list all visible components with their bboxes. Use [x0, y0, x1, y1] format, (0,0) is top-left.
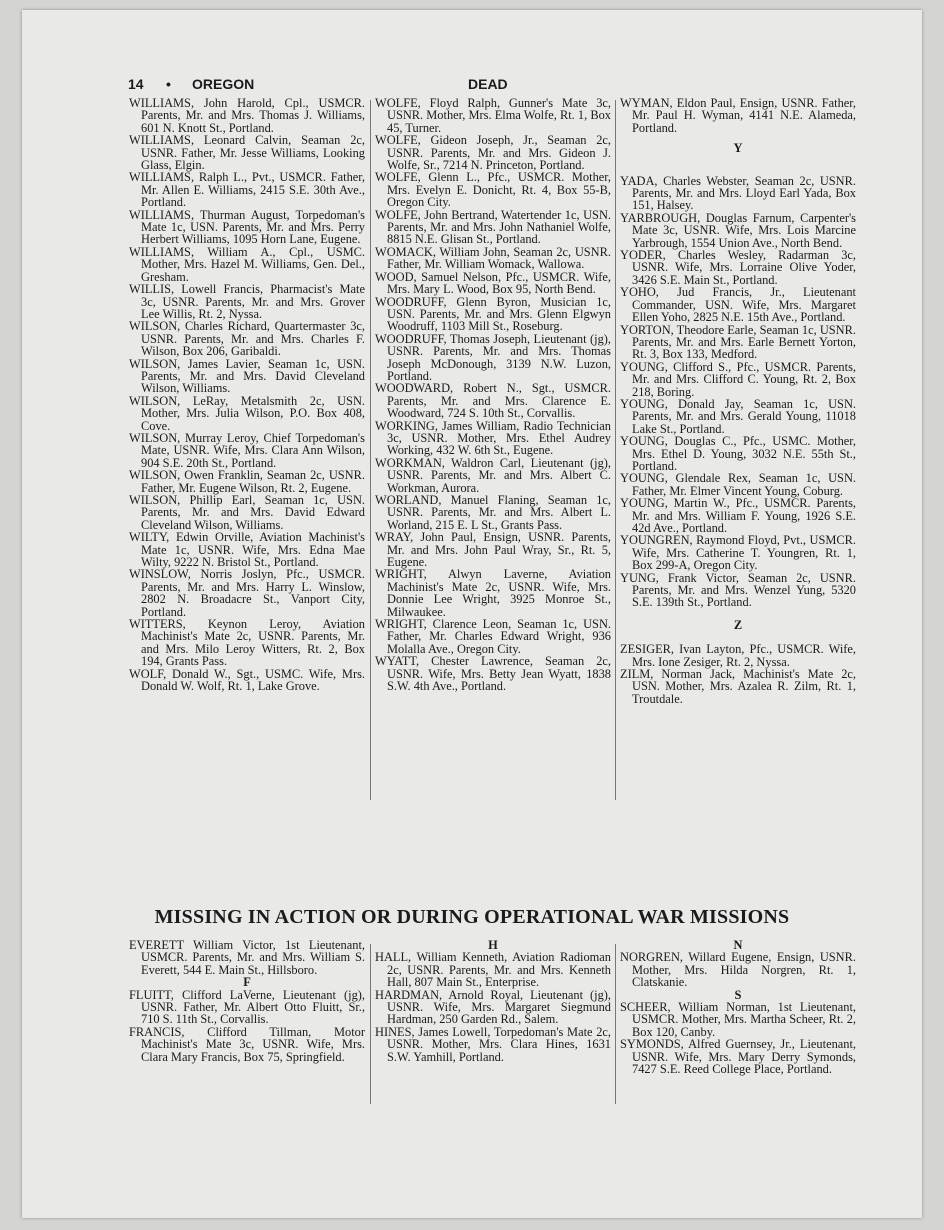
list-item: WOLFE, John Bertrand, Watertender 1c, USN. Parents, Mr. and Mrs. John Nathaniel Wolfe, 8815 N.E. Glisan St., Portland.	[375, 207, 611, 247]
list-item: WOLFE, Glenn L., Pfc., USMCR. Mother, Mrs. Evelyn E. Donicht, Rt. 4, Box 55-B, Oregon City.	[375, 170, 611, 210]
list-item: WRIGHT, Clarence Leon, Seaman 1c, USN. Father, Mr. Charles Edward Wright, 936 Molalla Ave., Oregon City.	[375, 617, 611, 656]
list-item: NORGREN, Willard Eugene, Ensign, USNR. Mother, Mrs. Hilda Norgren, Rt. 1, Clatskanie.	[620, 950, 856, 990]
list-item: WILSON, Charles Richard, Quartermaster 3c, USNR. Parents, Mr. and Mrs. Charles F. Wilson, Box 206, Garibaldi.	[129, 319, 365, 359]
page-number: 14	[128, 76, 144, 92]
list-item: YORTON, Theodore Earle, Seaman 1c, USNR. Parents, Mr. and Mrs. Earle Bernett Yorton, Rt. 3, Box 133, Medford.	[620, 322, 856, 362]
dead-column-1	[129, 97, 365, 693]
section-title: DEAD	[468, 76, 508, 92]
list-item: WOMACK, William John, Seaman 2c, USNR. Father, Mr. William Womack, Wallowa.	[375, 244, 611, 272]
dead-column-2	[375, 97, 611, 693]
list-item: WORKMAN, Waldron Carl, Lieutenant (jg), USNR. Parents, Mr. and Mrs. Albert C. Workman, Aurora.	[375, 455, 611, 495]
list-item: WOLFE, Gideon Joseph, Jr., Seaman 2c, USNR. Parents, Mr. and Mrs. Gideon J. Wolfe, Sr., 7214 N. Princeton, Portland.	[375, 133, 611, 173]
list-item: YOUNG, Glendale Rex, Seaman 1c, USN. Father, Mr. Elmer Vincent Young, Coburg.	[620, 471, 856, 498]
list-item: WITTERS, Keynon Leroy, Aviation Machinist's Mate 2c, USNR. Parents, Mr. and Mrs. Milo Leroy Witters, Rt. 2, Box 194, Grants Pass.	[129, 617, 365, 669]
list-item: ZESIGER, Ivan Layton, Pfc., USMCR. Wife, Mrs. Ione Zesiger, Rt. 2, Nyssa.	[620, 642, 856, 669]
list-item: HALL, William Kenneth, Aviation Radioman 2c, USNR. Parents, Mr. and Mrs. Kenneth Hall, 807 Main St., Enterprise.	[375, 950, 611, 990]
list-item: YOUNG, Douglas C., Pfc., USMC. Mother, Mrs. Ethel D. Young, 3032 N.E. 55th St., Portland.	[620, 434, 856, 473]
letter-heading-h: H	[488, 938, 498, 952]
list-item: YOUNG, Martin W., Pfc., USMCR. Parents, Mr. and Mrs. William F. Young, 1926 S.E. 42d Ave., Portland.	[620, 496, 856, 535]
list-item: FRANCIS, Clifford Tillman, Motor Machinist's Mate 3c, USNR. Wife, Mrs. Clara Mary Francis, Box 75, Springfield.	[129, 1024, 365, 1064]
list-item: YOHO, Jud Francis, Jr., Lieutenant Commander, USN. Wife, Mrs. Margaret Ellen Yoho, 2825 N.E. 15th Ave., Portland.	[620, 285, 856, 325]
list-item: YARBROUGH, Douglas Farnum, Carpenter's Mate 3c, USNR. Wife, Mrs. Lois Marcine Yarbrough, 1554 Union Ave., North Bend.	[620, 210, 856, 250]
list-item: WORLAND, Manuel Flaning, Seaman 1c, USNR. Parents, Mr. and Mrs. Albert L. Worland, 215 E. L St., Grants Pass.	[375, 493, 611, 532]
state-name: OREGON	[192, 76, 255, 92]
column-divider	[370, 100, 371, 800]
list-item: WOODRUFF, Thomas Joseph, Lieutenant (jg), USNR. Parents, Mr. and Mrs. Thomas Joseph McDonough, 3139 N.W. Luzon, Portland.	[375, 331, 611, 383]
list-item: WOOD, Samuel Nelson, Pfc., USMCR. Wife, Mrs. Mary L. Wood, Box 95, North Bend.	[375, 269, 611, 297]
list-item: WORKING, James William, Radio Technician 3c, USNR. Mother, Mrs. Ethel Audrey Working, 432 W. 6th St., Eugene.	[375, 418, 611, 458]
list-item: YOUNGREN, Raymond Floyd, Pvt., USMCR. Wife, Mrs. Catherine T. Youngren, Rt. 1, Box 299-A, Oregon City.	[620, 533, 856, 573]
list-item: WOODRUFF, Glenn Byron, Musician 1c, USN. Parents, Mr. and Mrs. Glenn Elgwyn Woodruff, 1103 Mill St., Roseburg.	[375, 294, 611, 334]
list-item: SCHEER, William Norman, 1st Lieutenant, USMCR. Mother, Mrs. Martha Scheer, Rt. 2, Box 120, Canby.	[620, 1000, 856, 1039]
list-item: WINSLOW, Norris Joslyn, Pfc., USMCR. Parents, Mr. and Mrs. Harry L. Winslow, 2802 N. Broadacre St., Vanport City, Portland.	[129, 567, 365, 619]
list-item: SYMONDS, Alfred Guernsey, Jr., Lieutenant, USNR. Wife, Mrs. Mary Derry Symonds, 7427 S.E. Reed College Place, Portland.	[620, 1037, 856, 1077]
list-item: WYMAN, Eldon Paul, Ensign, USNR. Father, Mr. Paul H. Wyman, 4141 N.E. Alameda, Portland.	[620, 96, 856, 135]
list-item: WILSON, Murray Leroy, Chief Torpedoman's Mate, USNR. Wife, Mrs. Clara Ann Wilson, 904 S.E. 20th St., Portland.	[129, 430, 365, 470]
list-item: WILLIAMS, William A., Cpl., USMC. Mother, Mrs. Hazel M. Williams, Gen. Del., Gresham.	[129, 244, 365, 284]
list-item: WILLIAMS, Leonard Calvin, Seaman 2c, USNR. Father, Mr. Jesse Williams, Looking Glass, Elgin.	[129, 133, 365, 173]
missing-column-3	[620, 939, 856, 1075]
missing-column-1	[129, 939, 365, 1063]
list-item: WYATT, Chester Lawrence, Seaman 2c, USNR. Wife, Mrs. Betty Jean Wyatt, 1838 S.W. 4th Ave., Portland.	[375, 654, 611, 694]
list-item: FLUITT, Clifford LaVerne, Lieutenant (jg), USNR. Father, Mr. Albert Otto Fluitt, Sr., 710 S. 11th St., Corvallis.	[129, 987, 365, 1027]
list-item: WOLFE, Floyd Ralph, Gunner's Mate 3c, USNR. Mother, Mrs. Elma Wolfe, Rt. 1, Box 45, Turner.	[375, 96, 611, 135]
list-item: WILLIAMS, Ralph L., Pvt., USMCR. Father, Mr. Allen E. Williams, 2415 S.E. 30th Ave., Portland.	[129, 170, 365, 210]
list-item: YUNG, Frank Victor, Seaman 2c, USNR. Parents, Mr. and Mrs. Wenzel Yung, 5320 S.E. 139th St., Portland.	[620, 570, 856, 610]
letter-heading-n: N	[733, 938, 743, 952]
list-item: WRAY, John Paul, Ensign, USNR. Parents, Mr. and Mrs. John Paul Wray, Sr., Rt. 5, Eugene.	[375, 530, 611, 570]
column-divider	[615, 100, 616, 800]
list-item: WILSON, Owen Franklin, Seaman 2c, USNR. Father, Mr. Eugene Wilson, Rt. 2, Eugene.	[129, 468, 365, 495]
list-item: HARDMAN, Arnold Royal, Lieutenant (jg), USNR. Wife, Mrs. Margaret Siegmund Hardman, 250 Garden Rd., Salem.	[375, 987, 611, 1027]
list-item: WILTY, Edwin Orville, Aviation Machinist's Mate 1c, USNR. Wife, Mrs. Edna Mae Wilty, 9222 N. Bristol St., Portland.	[129, 530, 365, 570]
list-item: WILLIAMS, John Harold, Cpl., USMCR. Parents, Mr. and Mrs. Thomas J. Williams, 601 N. Knott St., Portland.	[129, 96, 365, 135]
list-item: YOUNG, Clifford S., Pfc., USMCR. Parents, Mr. and Mrs. Clifford C. Young, Rt. 2, Box 218, Boring.	[620, 359, 856, 399]
missing-section-title: MISSING IN ACTION OR DURING OPERATIONAL WAR MISSIONS	[154, 906, 790, 928]
header-bullet: •	[166, 76, 171, 92]
list-item: WRIGHT, Alwyn Laverne, Aviation Machinist's Mate 2c, USNR. Wife, Mrs. Donnie Lee Wright, 3925 Monroe St., Milwaukee.	[375, 567, 611, 619]
list-item: WOODWARD, Robert N., Sgt., USMCR. Parents, Mr. and Mrs. Clarence E. Woodward, 724 S. 10th St., Corvallis.	[375, 381, 611, 421]
list-item: EVERETT William Victor, 1st Lieutenant, USMCR. Parents, Mr. and Mrs. William S. Everett, 544 E. Main St., Hillsboro.	[129, 938, 365, 977]
list-item: WILLIAMS, Thurman August, Torpedoman's Mate 1c, USN. Parents, Mr. and Mrs. Perry Herbert Williams, 1095 Horn Lane, Eugene.	[129, 207, 365, 247]
dead-column-3	[620, 97, 856, 705]
list-item: HINES, James Lowell, Torpedoman's Mate 2c, USNR. Mother, Mrs. Clara Hines, 1631 S.W. Yamhill, Portland.	[375, 1024, 611, 1064]
document-page	[22, 10, 922, 1218]
letter-heading-s: S	[734, 987, 742, 1002]
list-item: YOUNG, Donald Jay, Seaman 1c, USN. Parents, Mr. and Mrs. Gerald Young, 11018 Lake St., Portland.	[620, 396, 856, 436]
list-item: WILSON, James Lavier, Seaman 1c, USN. Parents, Mr. and Mrs. David Cleveland Wilson, Williams.	[129, 356, 365, 396]
list-item: ZILM, Norman Jack, Machinist's Mate 2c, USN. Mother, Mrs. Azalea R. Zilm, Rt. 1, Troutdale.	[620, 667, 856, 706]
letter-heading-z: Z	[733, 617, 743, 632]
column-divider	[370, 944, 371, 1104]
list-item: WOLF, Donald W., Sgt., USMC. Wife, Mrs. Donald W. Wolf, Rt. 1, Lake Grove.	[129, 666, 365, 694]
list-item: YODER, Charles Wesley, Radarman 3c, USNR. Wife, Mrs. Lorraine Olive Yoder, 3426 S.E. Main St., Portland.	[620, 248, 856, 287]
list-item: WILSON, Phillip Earl, Seaman 1c, USN. Parents, Mr. and Mrs. David Edward Cleveland Wilson, Williams.	[129, 493, 365, 532]
letter-heading-y: Y	[733, 141, 743, 156]
list-item: YADA, Charles Webster, Seaman 2c, USNR. Parents, Mr. and Mrs. Lloyd Earl Yada, Box 151, Halsey.	[620, 173, 856, 213]
missing-column-2	[375, 939, 611, 1063]
list-item: WILLIS, Lowell Francis, Pharmacist's Mate 3c, USNR. Parents, Mr. and Mrs. Grover Lee Willis, Rt. 2, Nyssa.	[129, 282, 365, 321]
letter-heading-f: F	[243, 975, 251, 990]
page-header	[22, 76, 922, 94]
list-item: WILSON, LeRay, Metalsmith 2c, USN. Mother, Mrs. Julia Wilson, P.O. Box 408, Cove.	[129, 393, 365, 433]
column-divider	[615, 944, 616, 1104]
